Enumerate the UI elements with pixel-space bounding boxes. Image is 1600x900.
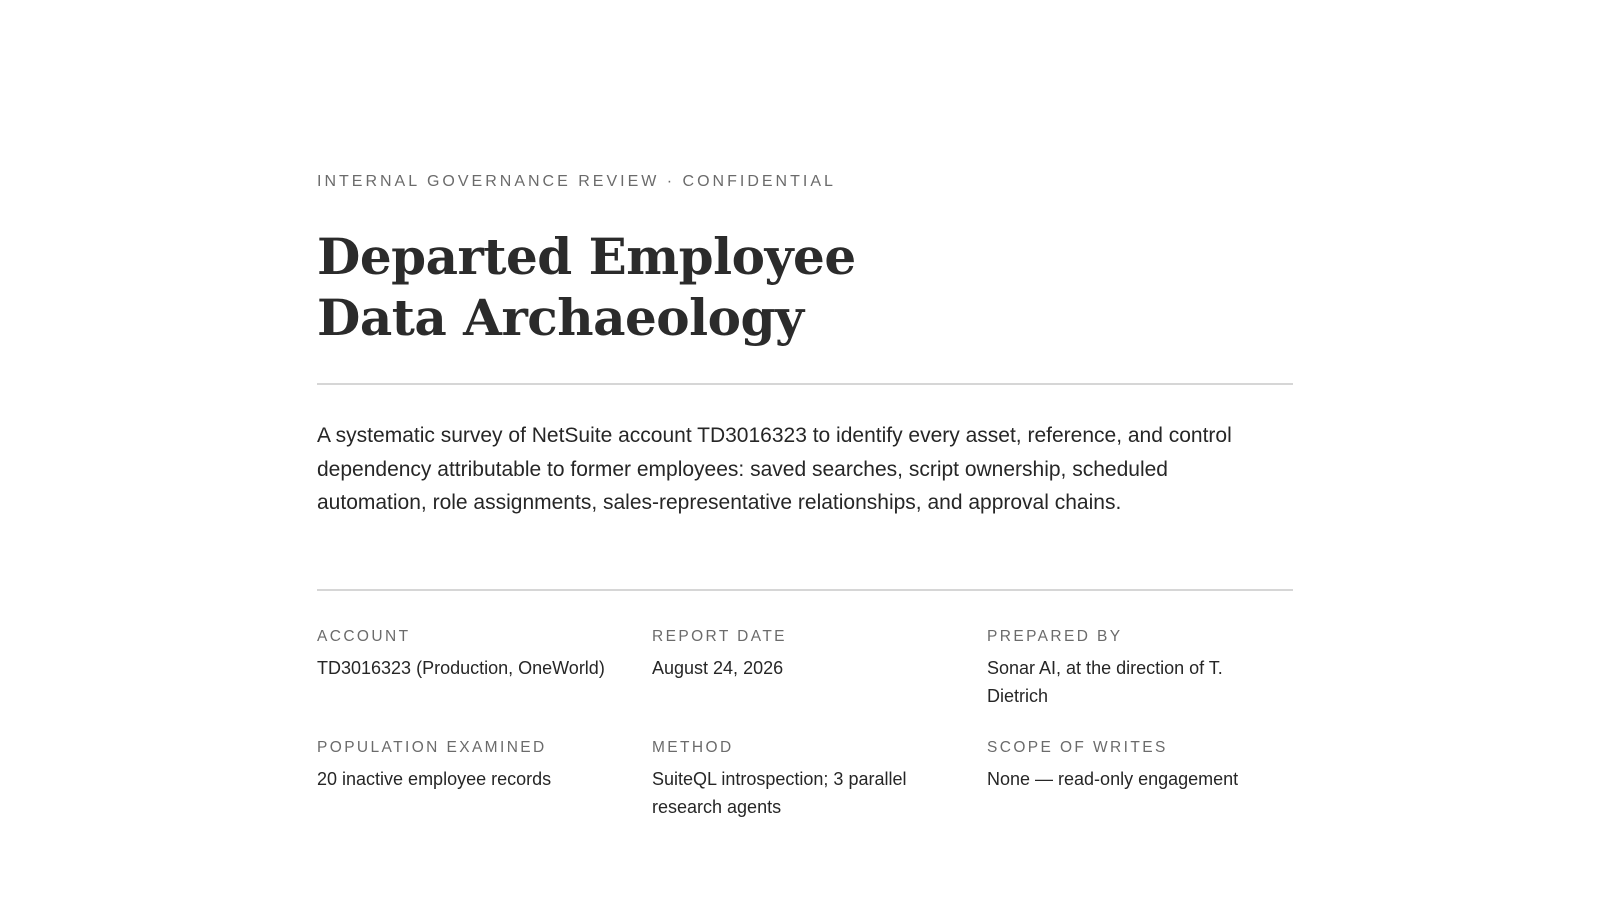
divider-top (317, 383, 1293, 385)
meta-label: SCOPE OF WRITES (987, 739, 1168, 756)
meta-value: 20 inactive employee records (317, 769, 552, 789)
meta-value: August 24, 2026 (652, 658, 784, 678)
meta-label: PREPARED BY (987, 628, 1123, 645)
meta-label: REPORT DATE (652, 628, 787, 645)
meta-prepared-by (987, 627, 1293, 710)
document-kicker: INTERNAL GOVERNANCE REVIEW · CONFIDENTIAL (317, 173, 836, 190)
meta-scope-of-writes (987, 738, 1293, 821)
meta-value: TD3016323 (Production, OneWorld) (317, 658, 605, 678)
meta-value: SuiteQL introspection; 3 parallel research agents (652, 769, 907, 817)
meta-label: ACCOUNT (317, 628, 411, 645)
meta-account (317, 627, 652, 710)
document-abstract: A systematic survey of NetSuite account TD3016323 to identify every asset, reference, and control dependency attributable to former employees: saved searches, script ownership, scheduled automation, role assignments, sales-representative relationships, and approval chains. (317, 424, 1232, 514)
document-title-line-1: Departed Employee (317, 227, 856, 286)
meta-value: Sonar AI, at the direction of T. Dietrich (987, 658, 1223, 706)
meta-population-examined (317, 738, 652, 821)
meta-report-date (652, 627, 987, 710)
divider-bottom (317, 589, 1293, 591)
meta-value: None — read-only engagement (987, 769, 1239, 789)
document-title (317, 226, 856, 348)
meta-label: METHOD (652, 739, 734, 756)
meta-method (652, 738, 987, 821)
metadata-grid (317, 627, 1293, 821)
document-title-line-2: Data Archaeology (317, 288, 804, 347)
meta-label: POPULATION EXAMINED (317, 739, 547, 756)
